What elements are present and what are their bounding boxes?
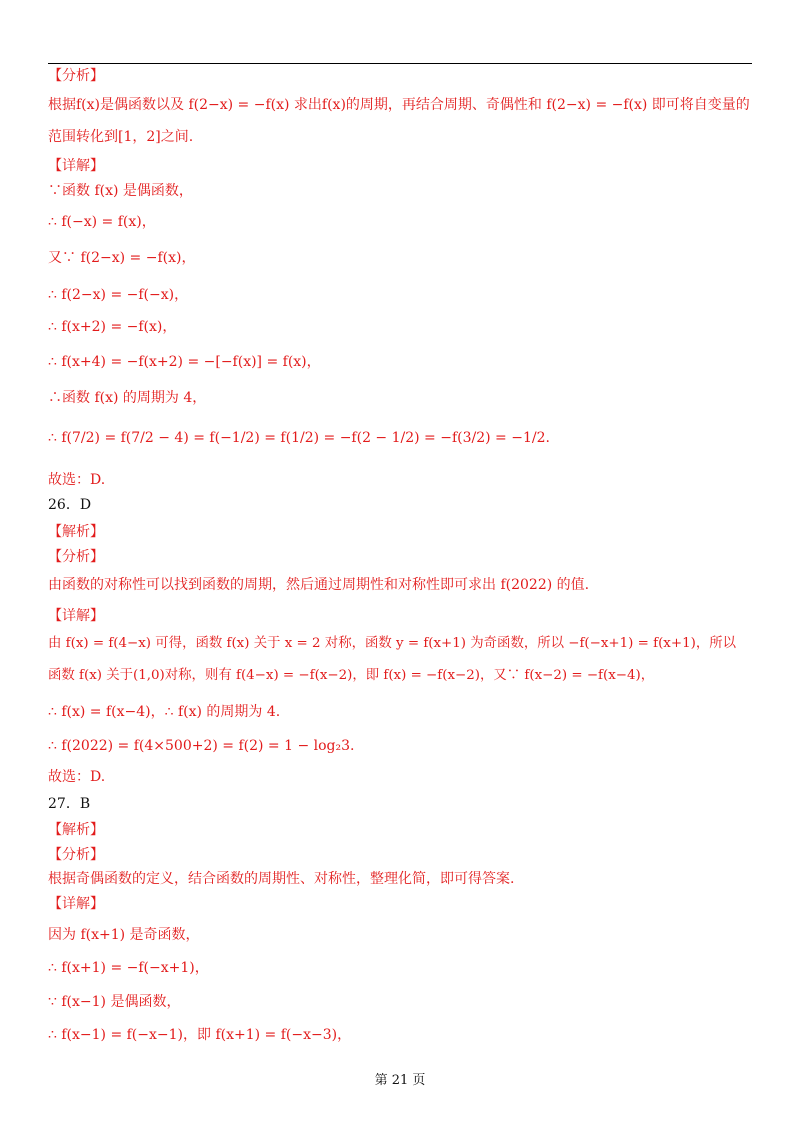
answer-25	[48, 470, 105, 490]
text-line: ∵函数 f(x) 是偶函数，	[48, 183, 193, 199]
text-line: 由函数的对称性可以找到函数的周期，然后通过周期性和对称性即可求出 f(2022) 的值.	[48, 577, 590, 593]
text-line: 根据奇偶函数的定义，结合函数的周期性、对称性，整理化简，即可得答案.	[48, 871, 515, 887]
label-detail-26	[48, 606, 104, 626]
text-line: ∴ f(x−1) = f(−x−1)，即 f(x+1) = f(−x−3)，	[48, 1027, 352, 1043]
detail-27-line4	[48, 1025, 351, 1045]
text-line: 根据f(x)是偶函数以及 f(2−x) = −f(x) 求出f(x)的周期，再结合周期、奇偶性和 f(2−x) = −f(x) 即可将自变量的	[48, 97, 750, 113]
step-6	[48, 352, 321, 372]
text-line: 27．B	[48, 796, 91, 812]
label-analysis	[48, 66, 104, 86]
text-line: 【解析】	[48, 524, 104, 540]
text-line: 26．D	[48, 497, 92, 513]
step-7	[48, 388, 206, 408]
label-detail	[48, 156, 104, 176]
text-line: 由 f(x) = f(4−x) 可得，函数 f(x) 关于 x = 2 对称，函数 y = f(x+1) 为奇函数，所以 −f(−x+1) = f(x+1)，所以	[48, 636, 736, 651]
text-line: 范围转化到[1，2]之间.	[48, 129, 194, 145]
analysis-text-line2	[48, 127, 193, 147]
detail-27-line3	[48, 992, 180, 1012]
label-detail-27	[48, 894, 104, 914]
text-line: 【详解】	[48, 608, 104, 624]
analysis-27-text	[48, 869, 514, 889]
text-line: 【分析】	[48, 549, 104, 565]
analysis-text-line1	[48, 95, 750, 115]
text-line: ∴ f(x+2) = −f(x)，	[48, 319, 177, 335]
header-rule	[48, 63, 752, 64]
detail-26-line4	[48, 736, 354, 756]
text-line: ∴ f(2−x) = −f(−x)，	[48, 287, 189, 303]
text-line: 【解析】	[48, 822, 104, 838]
text-line: ∴ f(2022) = f(4×500+2) = f(2) = 1 − log₂3.	[48, 738, 355, 754]
analysis-26-text	[48, 575, 589, 595]
text-line: 因为 f(x+1) 是奇函数，	[48, 927, 200, 943]
text-line: ∵ f(x−1) 是偶函数，	[48, 994, 181, 1010]
text-line: 【分析】	[48, 847, 104, 863]
detail-26-line2	[48, 666, 654, 686]
text-line: ∴ f(−x) = f(x)，	[48, 214, 156, 230]
step-2	[48, 212, 156, 232]
step-1	[48, 181, 193, 201]
text-line: 函数 f(x) 关于(1,0)对称，则有 f(4−x) = −f(x−2)，即 f(x) = −f(x−2)，又∵ f(x−2) = −f(x−4)，	[48, 668, 655, 683]
question-26-header	[48, 495, 91, 515]
step-3	[48, 248, 195, 268]
detail-26-line3	[48, 702, 280, 722]
text-line: ∴ f(x+1) = −f(−x+1)，	[48, 960, 209, 976]
detail-27-line2	[48, 958, 209, 978]
step-8-fraction-chain	[48, 428, 550, 448]
step-5	[48, 317, 176, 337]
question-27-header	[48, 794, 90, 814]
detail-26-line1	[48, 634, 736, 654]
text-line: ∴ f(x+4) = −f(x+2) = −[−f(x)] = f(x)，	[48, 354, 321, 370]
label-analysis-27	[48, 845, 104, 865]
text-line: 【详解】	[48, 158, 104, 174]
text-line: 又∵ f(2−x) = −f(x)，	[48, 250, 196, 266]
text-line: ∴ f(7/2) = f(7/2 − 4) = f(−1/2) = f(1/2) = −f(2 − 1/2) = −f(3/2) = −1/2.	[48, 430, 550, 446]
page-number-text: 第 21 页	[374, 1073, 426, 1088]
text-line: ∴ f(x) = f(x−4)，∴ f(x) 的周期为 4.	[48, 704, 281, 720]
label-jiexi	[48, 522, 104, 542]
detail-27-line1	[48, 925, 200, 945]
page-number	[0, 1069, 800, 1088]
text-line: 【详解】	[48, 896, 104, 912]
label-analysis-26	[48, 547, 104, 567]
text-line: ∴函数 f(x) 的周期为 4，	[48, 390, 207, 406]
label-jiexi-27	[48, 820, 104, 840]
answer-26	[48, 767, 105, 787]
text-line: 故选：D.	[48, 472, 106, 488]
text-line: 【分析】	[48, 68, 104, 84]
step-4	[48, 285, 188, 305]
text-line: 故选：D.	[48, 769, 106, 785]
